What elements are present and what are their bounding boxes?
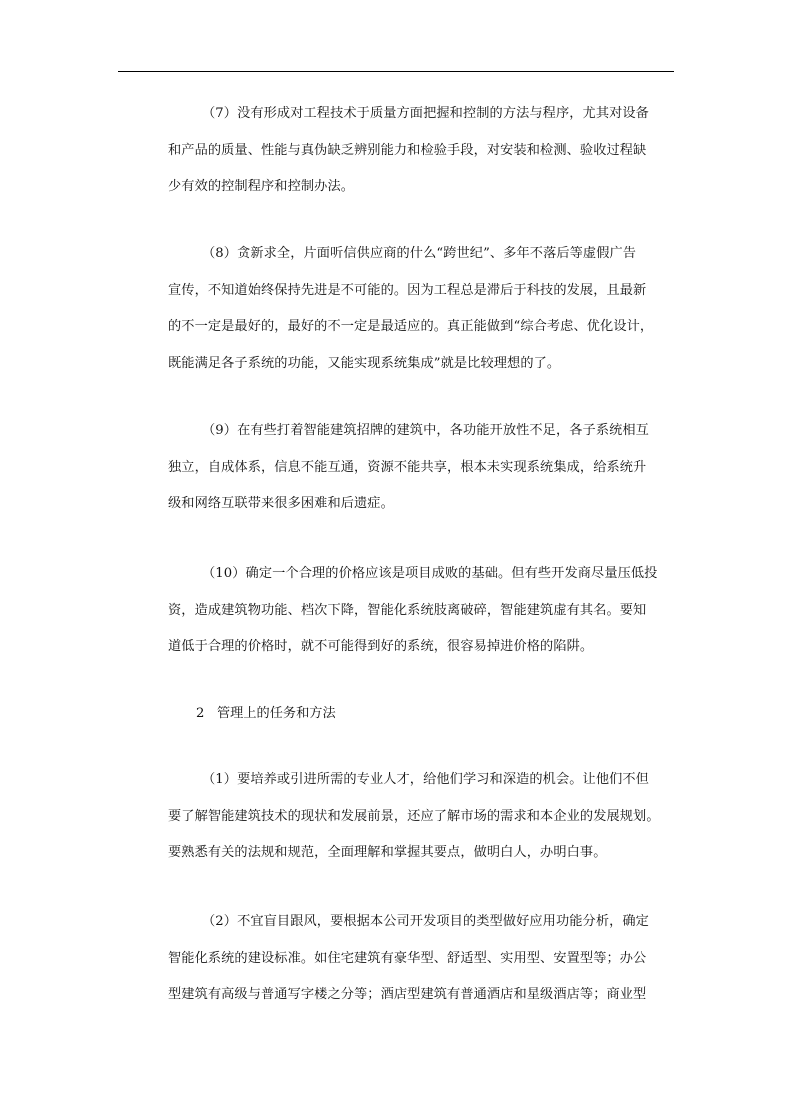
text-line: （7）没有形成对工程技术于质量方面把握和控制的方法与程序，尤其对设备 bbox=[202, 106, 649, 121]
text-line: 道低于合理的价格时，就不可能得到好的系统，很容易掉进价格的陷阱。 bbox=[168, 639, 594, 654]
text-line: （8）贪新求全，片面听信供应商的什么“跨世纪”、多年不落后等虚假广告 bbox=[202, 246, 637, 261]
text-line: 的不一定是最好的，最好的不一定是最适应的。真正能做到“综合考虑、优化设计， bbox=[168, 319, 654, 334]
text-line: 和产品的质量、性能与真伪缺乏辨别能力和检验手段，对安装和检测、验收过程缺 bbox=[168, 142, 647, 158]
text-line: 宣传，不知道始终保持先进是不可能的。因为工程总是滞后于科技的发展，且最新 bbox=[168, 282, 647, 298]
section-title: 管理上的任务和方法 bbox=[216, 706, 336, 721]
header-rule bbox=[118, 71, 674, 72]
paragraph-item-7 bbox=[168, 96, 692, 206]
text-line: 少有效的控制程序和控制办法。 bbox=[168, 179, 355, 194]
text-line: （1）要培养或引进所需的专业人才，给他们学习和深造的机会。让他们不但 bbox=[202, 772, 649, 787]
text-line: 独立，自成体系，信息不能互通，资源不能共享，根本未实现系统集成，给系统升 bbox=[168, 459, 647, 475]
section-number: 2 bbox=[196, 706, 205, 721]
text-line: 资，造成建筑物功能、档次下降，智能化系统肢离破碎，智能建筑虚有其名。要知 bbox=[168, 602, 647, 618]
paragraph-item-2 bbox=[168, 904, 692, 1014]
text-line: （10）确定一个合理的价格应该是项目成败的基础。但有些开发商尽量压低投 bbox=[202, 566, 658, 581]
paragraph-item-10 bbox=[168, 556, 692, 666]
text-line: 级和网络互联带来很多困难和后遗症。 bbox=[168, 496, 394, 511]
paragraph-item-8 bbox=[168, 236, 692, 382]
text-line: 型建筑有高级与普通写字楼之分等；酒店型建筑有普通酒店和星级酒店等；商业型 bbox=[168, 987, 647, 1002]
text-line: 要了解智能建筑技术的现状和发展前景，还应了解市场的需求和本企业的发展规划。 bbox=[168, 808, 660, 824]
text-line: 智能化系统的建设标准。如住宅建筑有豪华型、舒适型、实用型、安置型等；办公 bbox=[168, 950, 647, 966]
paragraph-item-1 bbox=[168, 762, 692, 872]
section-heading bbox=[196, 704, 336, 724]
text-line: （9）在有些打着智能建筑招牌的建筑中，各功能开放性不足，各子系统相互 bbox=[202, 423, 649, 438]
text-line: 既能满足各子系统的功能，又能实现系统集成”就是比较理想的了。 bbox=[168, 355, 561, 371]
text-line: （2）不宜盲目跟风，要根据本公司开发项目的类型做好应用功能分析，确定 bbox=[202, 914, 649, 929]
paragraph-item-9 bbox=[168, 413, 692, 523]
text-line: 要熟悉有关的法规和规范，全面理解和掌握其要点，做明白人，办明白事。 bbox=[168, 845, 607, 860]
